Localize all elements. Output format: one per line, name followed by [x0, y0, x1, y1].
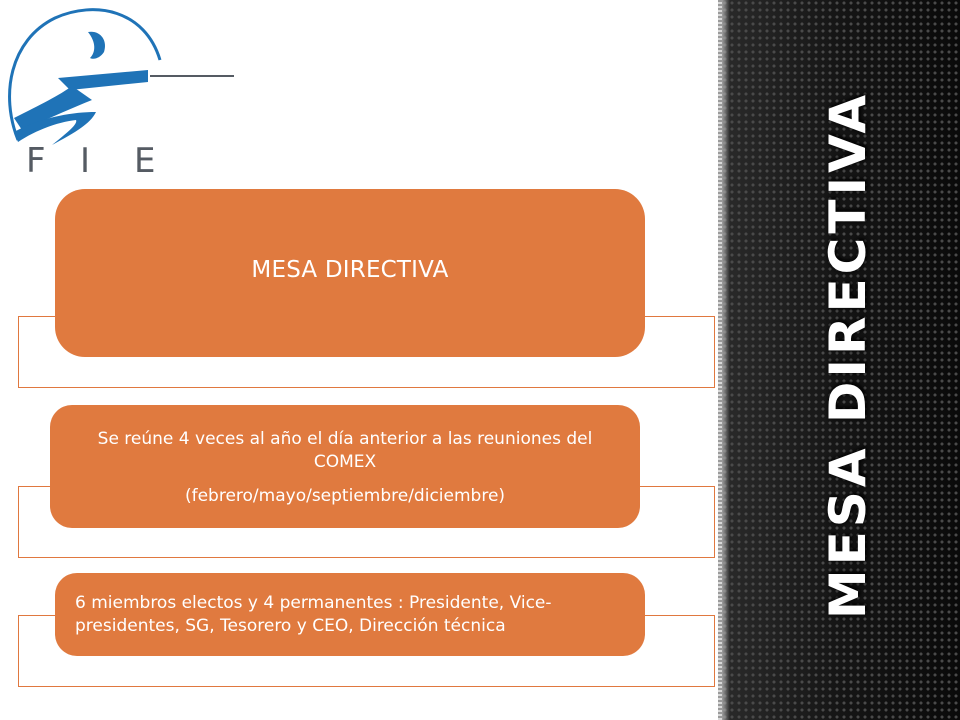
fie-logo: [0, 0, 240, 185]
mesa-directiva-card: [55, 189, 645, 357]
meetings-months-text: (febrero/mayo/septiembre/diciembre): [184, 485, 506, 506]
members-text: 6 miembros electos y 4 permanentes : Presidente, Vice-presidentes, SG, Tesorero y CEO, Dirección técnica: [75, 592, 552, 636]
members-card: [55, 573, 645, 656]
card-title-text: MESA DIRECTIVA: [251, 257, 449, 283]
meetings-card: [50, 405, 640, 528]
logo-letter-e: E: [134, 141, 156, 181]
fencer-logo-icon: [0, 0, 240, 150]
logo-letter-i: I: [80, 141, 91, 181]
logo-letter-f: F: [26, 141, 46, 181]
side-title: MESA DIRECTIVA: [819, 90, 877, 620]
meetings-text: Se reúne 4 veces al año el día anterior a las reuniones del COMEX: [97, 428, 593, 472]
